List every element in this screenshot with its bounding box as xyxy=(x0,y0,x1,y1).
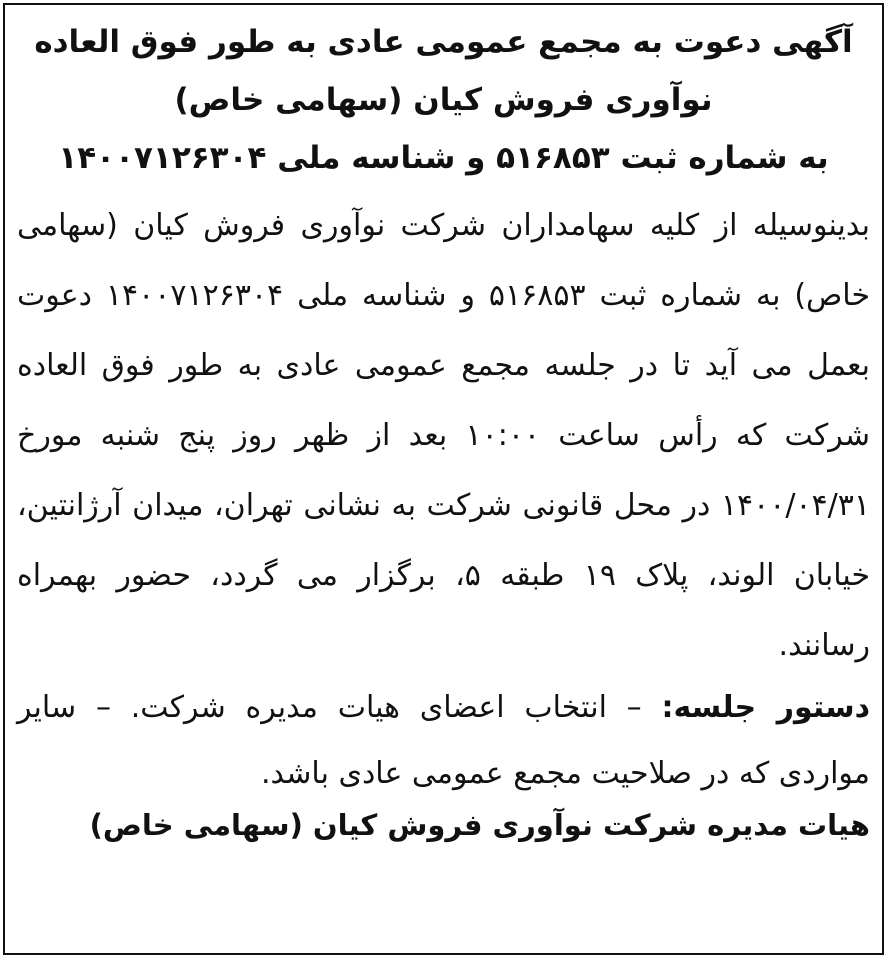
notice-title: آگهی دعوت به مجمع عمومی عادی به طور فوق العاده xyxy=(34,24,853,60)
registration-info: به شماره ثبت ۵۱۶۸۵۳ و شناسه ملی ۱۴۰۰۷۱۲۶۳۰۴ xyxy=(58,140,829,176)
agenda-label: دستور جلسه: xyxy=(661,690,870,725)
notice-document xyxy=(3,3,884,955)
signature: هیات مدیره شرکت نوآوری فروش کیان (سهامی خاص) xyxy=(89,808,870,842)
invitation-paragraph: بدینوسیله از کلیه سهامداران شرکت نوآوری فروش کیان (سهامی خاص) به شماره ثبت ۵۱۶۸۵۳ و شناسه ملی ۱۴۰۰۷۱۲۶۳۰۴ دعوت بعمل می آید تا در جلسه مجمع عمومی عادی به طور فوق العاده شرکت که رأس ساعت ۱۰:۰۰ بعد از ظهر روز پنج شنبه مورخ ۱۴۰۰/۰۴/۳۱ در محل قانونی شرکت به نشانی تهران، میدان آرژانتین، خیابان الوند، پلاک ۱۹ طبقه ۵، برگزار می گردد، حضور بهمراه رسانند. xyxy=(17,208,870,663)
notice-header xyxy=(5,5,882,187)
agenda xyxy=(5,675,882,807)
company-name: نوآوری فروش کیان (سهامی خاص) xyxy=(174,82,713,118)
agenda-text: – انتخاب اعضای هیات مدیره شرکت. – سایر مواردی که در صلاحیت مجمع عمومی عادی باشد. xyxy=(17,690,870,791)
